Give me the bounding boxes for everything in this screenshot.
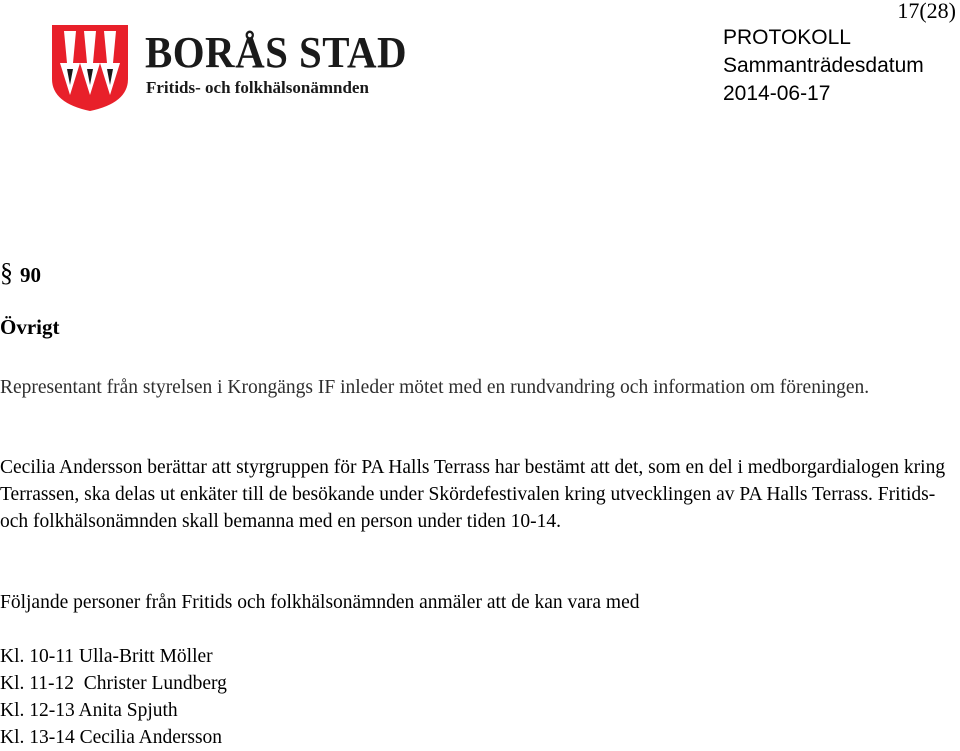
brand-name: BORÅS STAD	[145, 28, 407, 77]
paragraph-survey: Cecilia Andersson berättar att styrgruppen för PA Halls Terrass har bestämt att det, som en del i medborgardialogen kring Terrassen, ska delas ut enkäter till de besökande under Skördefestivalen kring utvecklingen av PA Halls Terrass. Fritids- och folkhälsonämnden skall bemanna med en person under tiden 10-14.	[0, 457, 946, 532]
paragraph-intro: Representant från styrelsen i Krongängs IF inleder mötet med en rundvandring och information om föreningen.	[0, 377, 870, 398]
schedule-item: Kl. 10-11 Ulla-Britt Möller	[0, 646, 213, 667]
section-mark: §	[0, 258, 13, 287]
schedule-item: Kl. 11-12 Christer Lundberg	[0, 673, 227, 694]
paragraph-volunteers: Följande personer från Fritids och folkhälsonämnden anmäler att de kan vara med	[0, 592, 640, 613]
meeting-date: 2014-06-17	[723, 82, 831, 105]
date-label: Sammanträdesdatum	[723, 54, 924, 77]
protocol-header	[723, 24, 924, 108]
boras-stad-logo	[50, 23, 430, 113]
volunteer-schedule	[0, 643, 227, 751]
schedule-item: Kl. 12-13 Anita Spjuth	[0, 700, 178, 721]
schedule-item: Kl. 13-14 Cecilia Andersson	[0, 727, 223, 748]
page-number: 17(28)	[897, 0, 956, 23]
section-number: 90	[20, 263, 41, 287]
shield-icon	[50, 23, 130, 113]
doc-type: PROTOKOLL	[723, 26, 851, 49]
brand-subtitle: Fritids- och folkhälsonämnden	[146, 78, 369, 97]
section-title: Övrigt	[0, 315, 60, 339]
